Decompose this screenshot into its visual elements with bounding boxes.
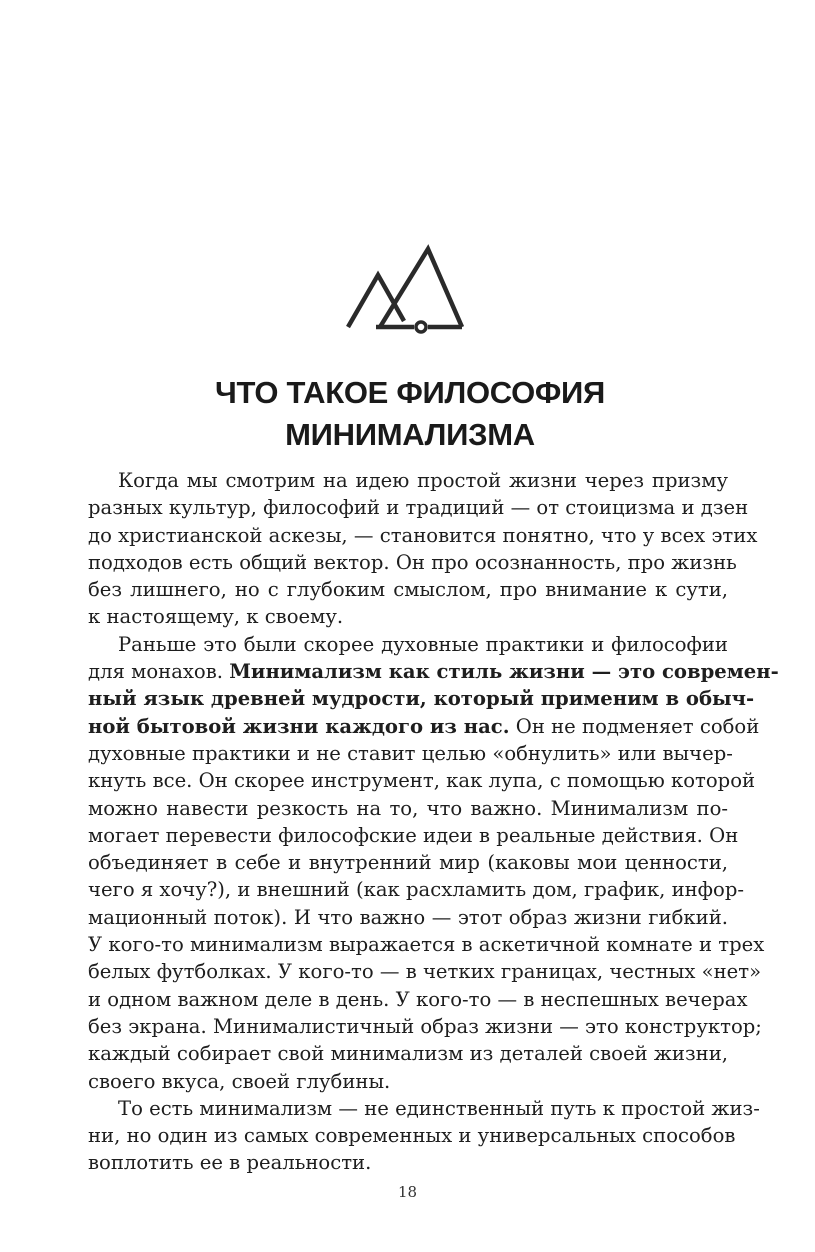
paragraph-1-line: разных культур, философий и традиций — от стоицизма и дзен [88, 496, 749, 520]
paragraph-2-line: каждый собирает свой минимализм из деталей своей жизни, [88, 1042, 728, 1066]
paragraph-2-line: могает перевести философские идеи в реальные действия. Он [88, 823, 739, 847]
paragraph-2-line: кнуть все. Он скорее инструмент, как лупа, с помощью которой [88, 769, 756, 793]
paragraph-2-line: Раньше это были скорее духовные практики и философии [118, 632, 728, 656]
chapter-body [88, 467, 779, 1177]
paragraph-3-line: воплотить ее в реальности. [88, 1151, 372, 1175]
chapter-title [90, 372, 730, 456]
paragraph-2-plain-text: для монахов. [88, 660, 230, 684]
paragraph-3-line: ни, но один из самых современных и универсальных способов [88, 1124, 736, 1148]
paragraph-3-line: То есть минимализм — не единственный путь к простой жиз- [118, 1096, 760, 1120]
paragraph-2-line: можно навести резкость на то, что важно. Минимализм по- [88, 796, 728, 820]
paragraph-1-line: до христианской аскезы, — становится понятно, что у всех этих [88, 523, 758, 547]
paragraph-2-line: мационный поток). И что важно — этот образ жизни гибкий. [88, 905, 728, 929]
paragraph-1-line: Когда мы смотрим на идею простой жизни через призму [118, 469, 728, 492]
paragraph-2-bold-text: Минимализм как стиль жизни — это современ- [229, 660, 779, 684]
chapter-title-line-1: ЧТО ТАКОЕ ФИЛОСОФИЯ [214, 375, 606, 410]
paragraph-1-line: к настоящему, к своему. [88, 605, 344, 629]
paragraph-2-line: объединяет в себе и внутренний мир (каковы мои ценности, [88, 851, 728, 875]
paragraph-1-line: без лишнего, но с глубоким смыслом, про внимание к сути, [88, 578, 728, 602]
paragraph-2-line: белых футболках. У кого-то — в четких границах, честных «нет» [88, 960, 762, 984]
paragraph-2-bold-text: ный язык древней мудрости, который применим в обыч- [88, 687, 755, 711]
paragraph-2-line [88, 713, 760, 740]
paragraph-2-bold-text: ной бытовой жизни каждого из нас. [88, 714, 510, 738]
page-number: 18 [397, 1183, 418, 1201]
paragraph-2-line: чего я хочу?), и внешний (как расхламить дом, график, инфор- [88, 878, 744, 902]
paragraph-2-line [88, 658, 779, 685]
chapter-title-line-2: МИНИМАЛИЗМА [285, 417, 535, 452]
paragraph-2-plain-text: Он не подменяет собой [509, 714, 760, 738]
paragraph-2-line [88, 685, 755, 712]
paragraph-2-line: своего вкуса, своей глубины. [88, 1069, 391, 1093]
paragraph-2-line: У кого-то минимализм выражается в аскетичной комнате и трех [88, 933, 765, 957]
paragraph-2-line: духовные практики и не ставит целью «обнулить» или вычер- [88, 741, 733, 765]
mountains-icon [340, 243, 470, 335]
paragraph-2-line: и одном важном деле в день. У кого-то — в неспешных вечерах [88, 987, 748, 1011]
paragraph-2-line: без экрана. Минималистичный образ жизни — это конструктор; [88, 1014, 762, 1038]
paragraph-1-line: подходов есть общий вектор. Он про осознанность, про жизнь [88, 550, 737, 574]
